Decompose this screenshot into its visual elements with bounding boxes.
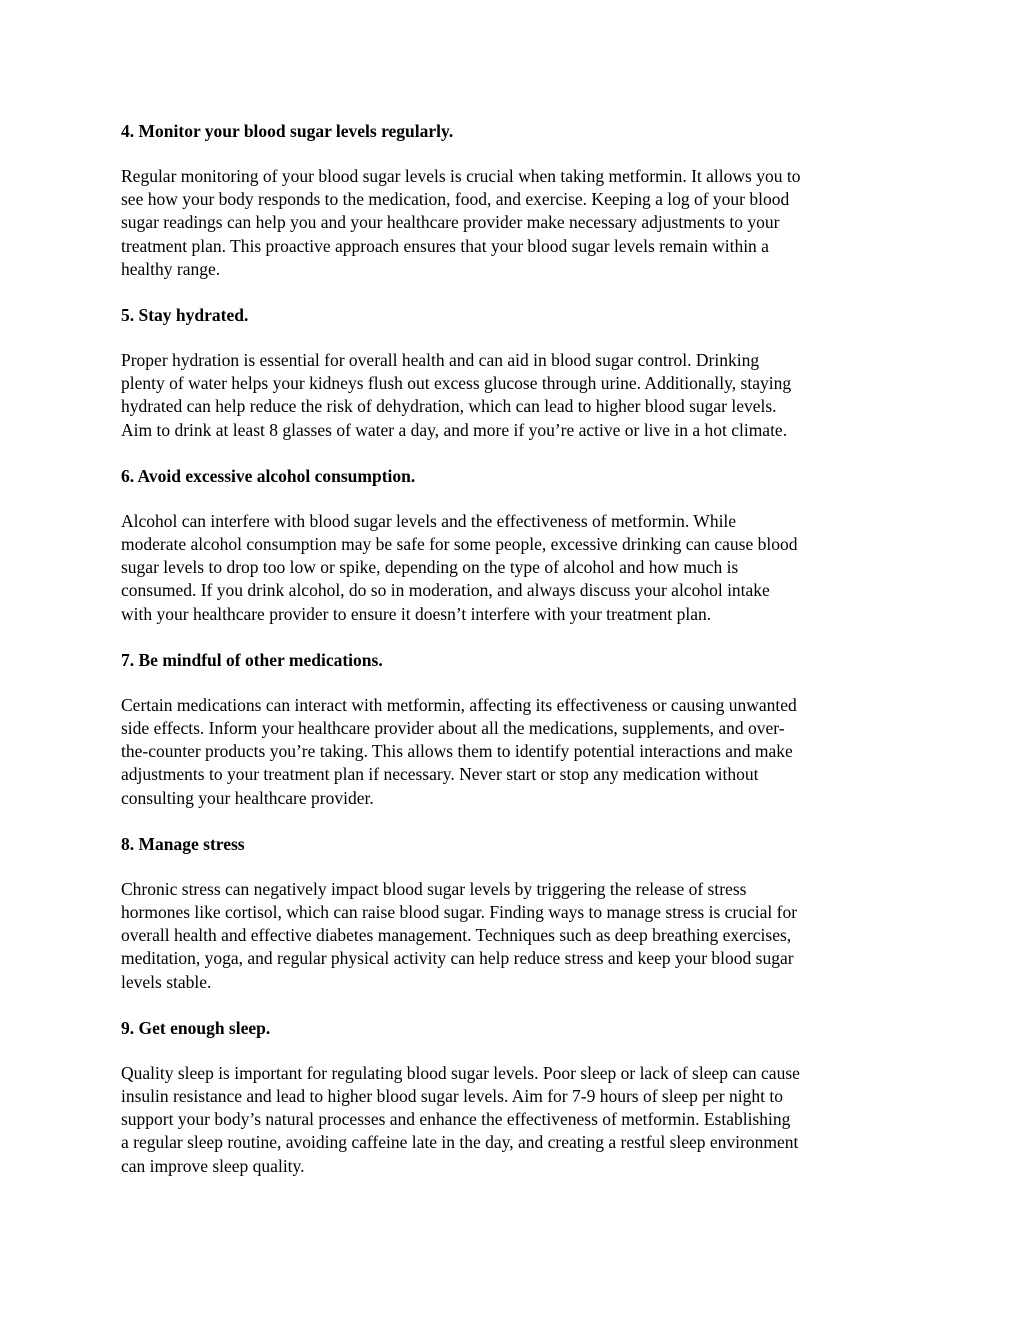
paragraph-line: consumed. If you drink alcohol, do so in moderation, and always discuss your alcohol intake — [121, 580, 770, 601]
paragraph-line: moderate alcohol consumption may be safe for some people, excessive drinking can cause blood — [121, 534, 798, 555]
section-paragraph — [121, 349, 911, 442]
paragraph-line: Aim to drink at least 8 glasses of water a day, and more if you’re active or live in a hot climate. — [121, 419, 788, 440]
paragraph-line: hormones like cortisol, which can raise blood sugar. Finding ways to manage stress is crucial for — [121, 902, 798, 923]
section-heading: 5. Stay hydrated. — [121, 305, 249, 326]
paragraph-line: Regular monitoring of your blood sugar levels is crucial when taking metformin. It allows you to — [121, 166, 801, 186]
paragraph-line: Chronic stress can negatively impact blood sugar levels by triggering the release of stress — [121, 878, 747, 899]
paragraph-line: with your healthcare provider to ensure it doesn’t interfere with your treatment plan. — [121, 603, 712, 624]
paragraph-line: hydrated can help reduce the risk of dehydration, which can lead to higher blood sugar levels. — [121, 396, 777, 417]
paragraph-line: a regular sleep routine, avoiding caffeine late in the day, and creating a restful sleep environment — [121, 1132, 799, 1153]
section-avoid-alcohol — [121, 465, 911, 626]
paragraph-line: Certain medications can interact with metformin, affecting its effectiveness or causing unwanted — [121, 694, 797, 715]
section-other-medications — [121, 649, 911, 810]
section-paragraph — [121, 694, 911, 810]
paragraph-line: healthy range. — [121, 258, 221, 279]
paragraph-line: treatment plan. This proactive approach ensures that your blood sugar levels remain within a — [121, 235, 769, 256]
paragraph-line: sugar readings can help you and your healthcare provider make necessary adjustments to your — [121, 212, 780, 233]
section-heading: 8. Manage stress — [121, 833, 245, 854]
section-monitor-blood-sugar — [121, 120, 911, 281]
section-paragraph — [121, 510, 911, 626]
paragraph-line: Alcohol can interfere with blood sugar levels and the effectiveness of metformin. While — [121, 510, 737, 531]
paragraph-line: overall health and effective diabetes management. Techniques such as deep breathing exercises, — [121, 925, 792, 946]
paragraph-line: side effects. Inform your healthcare provider about all the medications, supplements, and over- — [121, 718, 785, 739]
section-get-enough-sleep — [121, 1017, 911, 1178]
paragraph-line: meditation, yoga, and regular physical activity can help reduce stress and keep your blood sugar — [121, 948, 794, 969]
section-stay-hydrated — [121, 304, 911, 442]
document-page — [121, 120, 911, 1178]
paragraph-line: insulin resistance and lead to higher blood sugar levels. Aim for 7-9 hours of sleep per night to — [121, 1086, 783, 1107]
paragraph-line: adjustments to your treatment plan if necessary. Never start or stop any medication without — [121, 764, 759, 785]
section-paragraph — [121, 878, 911, 994]
paragraph-line: support your body’s natural processes and enhance the effectiveness of metformin. Establishing — [121, 1109, 791, 1130]
paragraph-line: consulting your healthcare provider. — [121, 787, 374, 808]
section-paragraph — [121, 165, 911, 281]
paragraph-line: Quality sleep is important for regulating blood sugar levels. Poor sleep or lack of sleep can cause — [121, 1062, 800, 1083]
section-manage-stress — [121, 833, 911, 994]
section-paragraph — [121, 1062, 911, 1178]
section-heading: 4. Monitor your blood sugar levels regularly. — [121, 121, 454, 141]
paragraph-line: the-counter products you’re taking. This allows them to identify potential interactions and make — [121, 741, 793, 762]
paragraph-line: Proper hydration is essential for overall health and can aid in blood sugar control. Drinking — [121, 350, 760, 371]
paragraph-line: can improve sleep quality. — [121, 1155, 305, 1176]
section-heading: 7. Be mindful of other medications. — [121, 649, 383, 670]
paragraph-line: levels stable. — [121, 971, 212, 992]
paragraph-line: sugar levels to drop too low or spike, depending on the type of alcohol and how much is — [121, 557, 739, 578]
paragraph-line: see how your body responds to the medication, food, and exercise. Keeping a log of your blood — [121, 189, 790, 210]
section-heading: 9. Get enough sleep. — [121, 1017, 271, 1038]
section-heading: 6. Avoid excessive alcohol consumption. — [121, 465, 416, 486]
paragraph-line: plenty of water helps your kidneys flush out excess glucose through urine. Additionally, staying — [121, 373, 792, 394]
